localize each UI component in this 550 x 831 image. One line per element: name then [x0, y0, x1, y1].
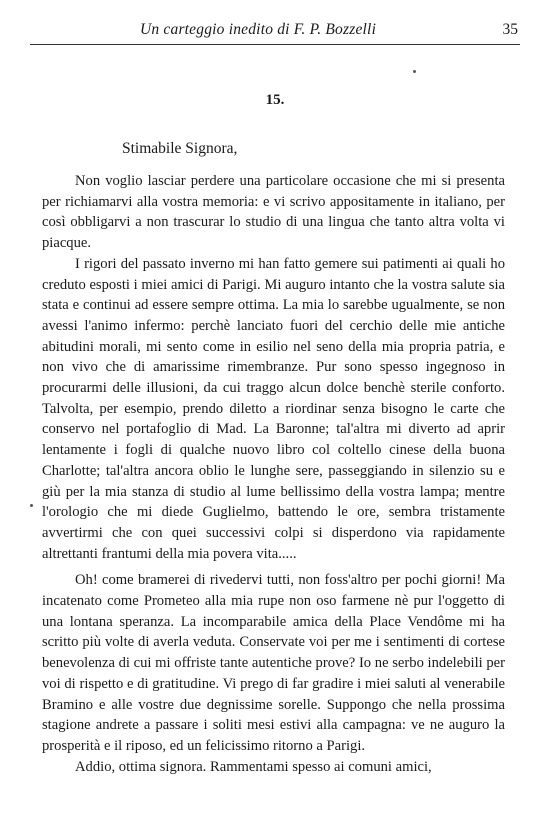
- salutation: Stimabile Signora,: [122, 140, 238, 157]
- paragraph: Oh! come bramerei di rivedervi tutti, non foss'altro per pochi giorni! Ma incatenato come Prometeo alla mia rupe non oso farmene nè pur l'oggetto di una lontana speranza. La incomparabile amica della Place Vendôme mi ha scritto più volte di averla veduta. Conservate voi per me i sentimenti di cortese benevolenza di cui mi offriste tante autentiche prove? Io ne serbo indelebili per voi di rispetto e di gratitudine. Vi prego di far gradire i miei saluti al venerabile Bramino e alle vostre due degnissime sorelle. Suppongo che nella prossima stagione andrete a passare i soliti mesi estivi alla campagna: ve ne auguro la prosperità e il riposo, ed un felicissimo ritorno a Parigi.: [42, 572, 505, 754]
- letter-number: 15.: [265, 92, 285, 108]
- ink-speck: [413, 70, 416, 73]
- paragraph: Addio, ottima signora. Rammentami spesso ai comuni amici,: [75, 758, 432, 775]
- paragraph: Non voglio lasciar perdere una particolare occasione che mi si presenta per richiamarvi alla vostra memoria: e vi scrivo appositamente in italiano, per così obbligarvi a non trascurar lo studio di una lingua che tanto altra volta vi piacque.: [42, 173, 505, 252]
- ink-speck: [30, 504, 33, 507]
- page-number: 35: [502, 21, 518, 38]
- running-title: Un carteggio inedito di F. P. Bozzelli: [140, 21, 377, 38]
- running-header: [30, 18, 520, 45]
- paragraph: I rigori del passato inverno mi han fatto gemere sui patimenti ai quali ho creduto esposti i miei amici di Parigi. Mi auguro intanto che la vostra salute sia stata e continui ad essere sempre ottima. La mia lo sarebbe ugualmente, se non avessi l'animo infermo: perchè lanciato fuori del cerchio delle mie antiche abitudini morali, mi sento come in esilio nel seno della mia propria patria, e non vivo che di amarissime rimembranze. Pur sono spesso ingegnoso in procurarmi delle illusioni, da cui traggo alcun dolce benchè sterile conforto. Talvolta, per esempio, prendo diletto a riordinar senza bisogno le carte che conservo nel portafoglio di Mad. La Baronne; tal'altra mi diverto ad aprir lentamente i fogli di qualche nuovo libro col coltello cinese della buona Charlotte; tal'altra ancora oblio le lunghe sere, passeggiando in silenzio su e giù per la mia stanza di studio al lume bellissimo della vostra lampa; mentre l'orologio che mi diede Guglielmo, battendo le ore, sembra tristamente avvertirmi che con quei successivi colpi si disperdono via rapidamente altrettanti frantumi della mia povera vita.....: [42, 255, 505, 562]
- letter-body: [42, 171, 505, 777]
